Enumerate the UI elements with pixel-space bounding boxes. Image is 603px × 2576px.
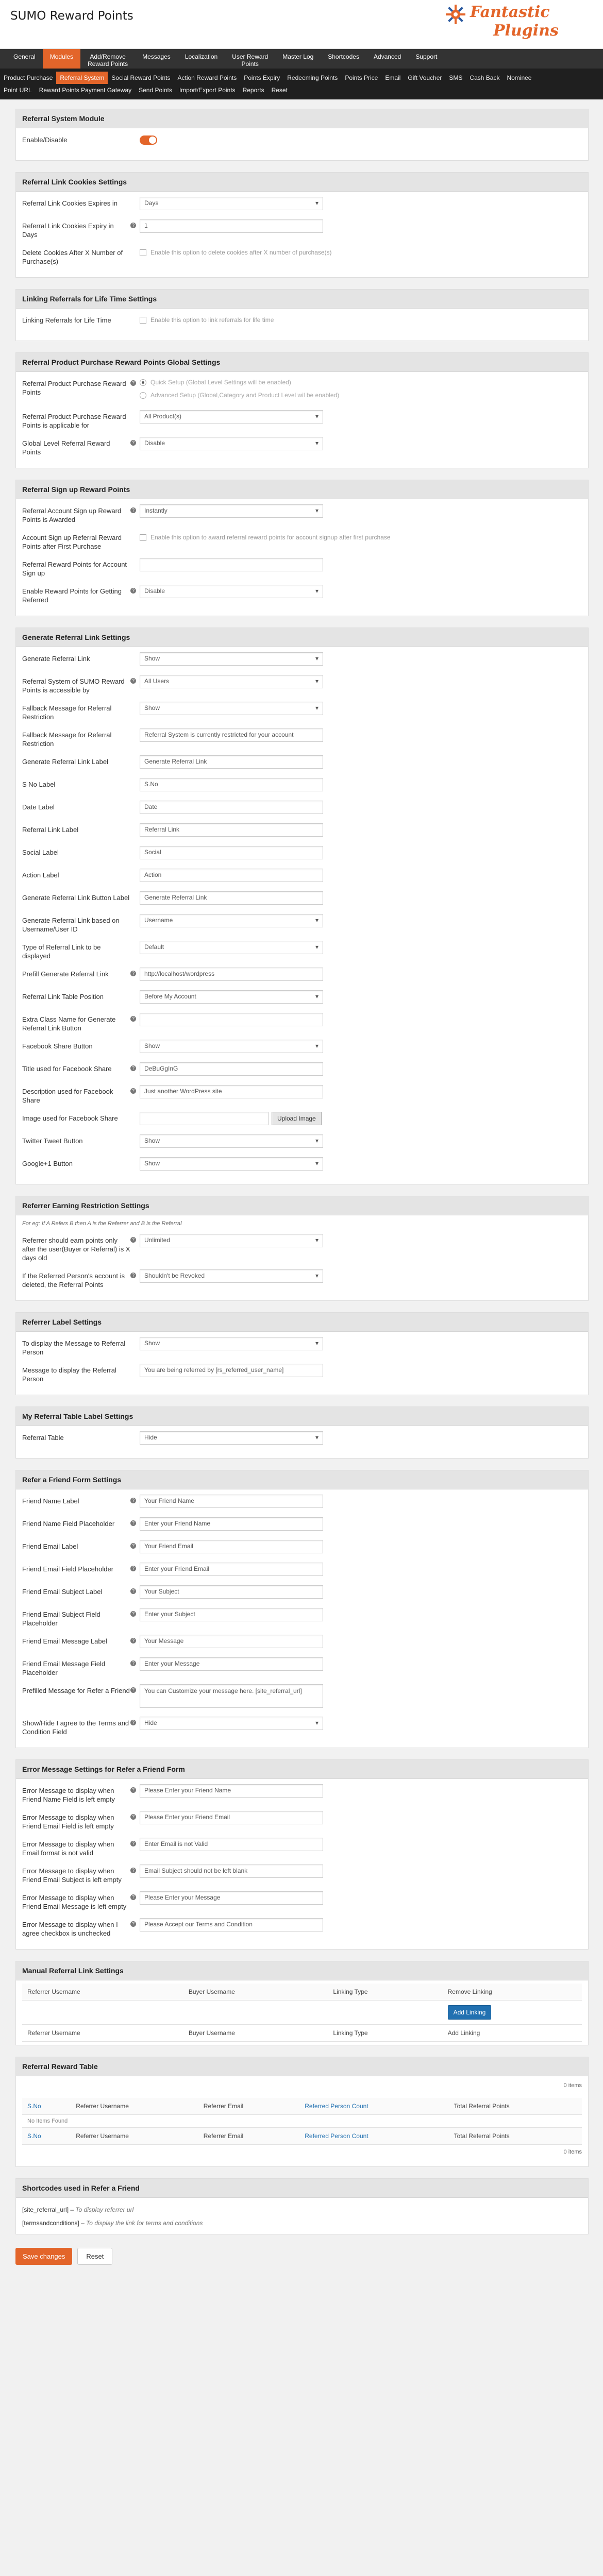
gen-13-label: Prefill Generate Referral Link — [22, 970, 109, 978]
error-0-label: Error Message to display when Friend Name Field is left empty — [22, 1787, 115, 1803]
column-header: Remove Linking — [443, 1984, 582, 2001]
restriction-days-select[interactable]: Unlimited ▾ — [140, 1234, 323, 1247]
error-4-input[interactable]: Please Enter your Message — [140, 1891, 323, 1905]
help-icon: ? — [130, 1921, 136, 1927]
applicable-label: Referral Product Purchase Reward Points is applicable for — [22, 413, 126, 429]
friend-0-input[interactable]: Your Friend Name — [140, 1495, 323, 1508]
friend-2-label: Friend Email Label — [22, 1543, 78, 1550]
section-title: Referral System Module — [16, 109, 588, 128]
global-level-label: Global Level Referral Reward Points — [22, 439, 110, 456]
help-icon: ? — [130, 1016, 136, 1022]
gen-8-label: Social Label — [22, 849, 59, 856]
gen-17-input[interactable]: DeBuGgInG — [140, 1062, 323, 1076]
tab-user-reward-points[interactable]: User Reward Points — [232, 53, 269, 67]
gen-19-label: Image used for Facebook Share — [22, 1114, 118, 1122]
logo-text-fantastic: Fantastic — [470, 3, 550, 21]
friend-4-input[interactable]: Your Subject — [140, 1585, 323, 1599]
subtab-referral-system[interactable]: Referral System — [56, 72, 108, 84]
error-1-label: Error Message to display when Friend Email Field is left empty — [22, 1814, 114, 1830]
add-linking-button[interactable]: Add Linking — [448, 2005, 492, 2020]
gen-10-input[interactable]: Generate Referral Link — [140, 891, 323, 905]
tab-advanced[interactable]: Advanced — [373, 53, 401, 60]
column-header: Total Referral Points — [449, 2098, 582, 2115]
sort-sno[interactable]: S.No — [22, 2098, 71, 2115]
help-icon: ? — [130, 1638, 136, 1643]
subtab-reset[interactable]: Reset — [271, 87, 288, 94]
section-reward-table — [15, 2057, 589, 2167]
shortcode-code: [site_referral_url] — [22, 2206, 69, 2213]
help-icon: ? — [130, 380, 136, 386]
delete-cookies-checkbox[interactable] — [140, 246, 582, 256]
friend-3-label: Friend Email Field Placeholder — [22, 1565, 114, 1573]
section-generate-link — [15, 628, 589, 1184]
help-icon: ? — [130, 1065, 136, 1071]
upload-image-button[interactable]: Upload Image — [272, 1112, 322, 1125]
tab-master-log[interactable]: Master Log — [282, 53, 314, 60]
column-footer: Buyer Username — [183, 2025, 328, 2042]
delete-cookies-label: Delete Cookies After X Number of Purchase(s) — [22, 249, 123, 265]
shortcode-row: [termsandconditions] – To display the link for terms and conditions — [22, 2219, 203, 2227]
applicable-select[interactable]: All Product(s) ▾ — [140, 410, 323, 423]
column-footer: Linking Type — [328, 2025, 442, 2042]
help-icon: ? — [130, 588, 136, 594]
subtab-points-price[interactable]: Points Price — [345, 74, 378, 81]
referral-table-select[interactable]: Hide ▾ — [140, 1431, 323, 1445]
help-icon: ? — [130, 1660, 136, 1666]
restriction-days-label: Referrer should earn points only after the user(Buyer or Referral) is X days old — [22, 1236, 130, 1262]
gen-5-input[interactable]: S.No — [140, 778, 323, 791]
section-title: Error Message Settings for Refer a Friend Form — [16, 1760, 588, 1779]
advanced-setup-radio[interactable] — [140, 390, 582, 399]
gen-9-input[interactable]: Action — [140, 869, 323, 882]
help-icon: ? — [130, 1868, 136, 1873]
gen-16-select[interactable]: Show ▾ — [140, 1040, 323, 1053]
lifetime-label: Linking Referrals for Life Time — [22, 316, 111, 324]
tab-general[interactable]: General — [13, 53, 36, 60]
column-footer: Referrer Username — [71, 2128, 198, 2145]
subtab-product-purchase[interactable]: Product Purchase — [4, 74, 53, 81]
gen-20-select[interactable]: Show ▾ — [140, 1134, 323, 1148]
radio-icon — [140, 392, 146, 399]
gen-12-select[interactable]: Default ▾ — [140, 941, 323, 954]
cookies-expires-select[interactable]: Days ▾ — [140, 197, 323, 210]
section-title: Referral Product Purchase Reward Points Global Settings — [16, 353, 588, 372]
error-3-label: Error Message to display when Friend Email Subject is left empty — [22, 1867, 122, 1884]
page-header — [0, 0, 603, 49]
gen-14-select[interactable]: Before My Account ▾ — [140, 990, 323, 1004]
section-manual-linking — [15, 1961, 589, 2045]
section-referral-module — [15, 109, 589, 161]
help-icon: ? — [130, 1814, 136, 1820]
help-icon: ? — [130, 1720, 136, 1725]
manual-linking-table — [22, 1984, 582, 2042]
checkbox-text: Enable this option to link referrals for life time — [150, 316, 274, 324]
gen-20-label: Twitter Tweet Button — [22, 1137, 83, 1145]
section-my-referral-table — [15, 1406, 589, 1459]
friend-4-label: Friend Email Subject Label — [22, 1588, 103, 1596]
subtab-social-reward-points[interactable]: Social Reward Points — [111, 74, 171, 81]
section-title: My Referral Table Label Settings — [16, 1407, 588, 1426]
error-2-label: Error Message to display when Email format is not valid — [22, 1840, 114, 1857]
referral-table-label: Referral Table — [22, 1434, 64, 1442]
section-purchase-global — [15, 352, 589, 468]
signup-after-checkbox[interactable] — [140, 531, 582, 541]
friend-5-label: Friend Email Subject Field Placeholder — [22, 1611, 100, 1627]
signup-awarded-select[interactable]: Instantly ▾ — [140, 504, 323, 518]
gear-icon — [444, 3, 467, 26]
radio-icon — [140, 379, 146, 386]
subtab-point-url[interactable]: Point URL — [4, 87, 32, 94]
display-message-label: To display the Message to Referral Person — [22, 1340, 126, 1356]
column-header: Referrer Email — [198, 2098, 299, 2115]
gen-6-input[interactable]: Date — [140, 801, 323, 814]
friend-9-select[interactable]: Hide ▾ — [140, 1717, 323, 1730]
quick-setup-radio[interactable] — [140, 377, 582, 386]
error-5-label: Error Message to display when I agree checkbox is unchecked — [22, 1921, 118, 1937]
gen-3-input[interactable]: Referral System is currently restricted for your account — [140, 728, 323, 742]
subtab-sms[interactable]: SMS — [449, 74, 463, 81]
friend-8-label: Prefilled Message for Refer a Friend — [22, 1687, 130, 1694]
help-icon: ? — [130, 1611, 136, 1617]
global-level-select[interactable]: Disable ▾ — [140, 437, 323, 450]
tab-localization[interactable]: Localization — [185, 53, 218, 60]
purchase-reward-label: Referral Product Purchase Reward Points — [22, 380, 126, 396]
gen-12-label: Type of Referral Link to be displayed — [22, 943, 101, 960]
gen-7-input[interactable]: Referral Link — [140, 823, 323, 837]
signup-points-input[interactable] — [140, 558, 323, 571]
section-title: Refer a Friend Form Settings — [16, 1470, 588, 1489]
gen-15-label: Extra Class Name for Generate Referral Link Button — [22, 1015, 116, 1032]
friend-9-label: Show/Hide I agree to the Terms and Condition Field — [22, 1719, 129, 1736]
gen-9-label: Action Label — [22, 871, 59, 879]
help-icon: ? — [130, 1273, 136, 1278]
section-shortcodes — [15, 2178, 589, 2234]
error-1-input[interactable]: Please Enter your Friend Email — [140, 1811, 323, 1824]
gen-17-label: Title used for Facebook Share — [22, 1065, 112, 1073]
sort-referred-count[interactable]: Referred Person Count — [299, 2128, 448, 2145]
section-signup — [15, 480, 589, 616]
main-tabs — [0, 49, 603, 69]
gen-16-label: Facebook Share Button — [22, 1042, 93, 1050]
gen-19-input[interactable] — [140, 1112, 269, 1125]
gen-4-input[interactable]: Generate Referral Link — [140, 755, 323, 769]
column-header: Linking Type — [328, 1984, 442, 2001]
help-icon: ? — [130, 1787, 136, 1793]
column-header: Referrer Username — [22, 1984, 183, 2001]
help-icon: ? — [130, 1498, 136, 1503]
friend-6-input[interactable]: Your Message — [140, 1635, 323, 1648]
gen-15-input[interactable] — [140, 1013, 323, 1026]
help-icon: ? — [130, 678, 136, 684]
message-label: Message to display the Referral Person — [22, 1366, 116, 1383]
gen-0-label: Generate Referral Link — [22, 655, 90, 663]
friend-0-label: Friend Name Label — [22, 1497, 79, 1505]
section-title: Referral Link Cookies Settings — [16, 173, 588, 192]
section-title: Generate Referral Link Settings — [16, 628, 588, 647]
shortcode-desc: To display the link for terms and conditions — [86, 2219, 203, 2227]
column-footer: Referrer Username — [22, 2025, 183, 2042]
help-icon: ? — [130, 971, 136, 976]
gen-18-input[interactable]: Just another WordPress site — [140, 1085, 323, 1098]
brand-logo — [444, 3, 559, 44]
section-earning-restriction — [15, 1196, 589, 1301]
help-icon: ? — [130, 1543, 136, 1549]
tab-add-remove-reward-points[interactable]: Add/Remove Reward Points — [88, 53, 128, 67]
gen-7-label: Referral Link Label — [22, 826, 79, 834]
section-lifetime — [15, 289, 589, 341]
gen-21-label: Google+1 Button — [22, 1160, 73, 1167]
tab-support[interactable]: Support — [415, 53, 438, 60]
help-icon: ? — [130, 1687, 136, 1693]
error-4-label: Error Message to display when Friend Email Message is left empty — [22, 1894, 127, 1910]
page-title: SUMO Reward Points — [10, 9, 133, 23]
section-title: Linking Referrals for Life Time Settings — [16, 290, 588, 309]
gen-6-label: Date Label — [22, 803, 55, 811]
subtab-redeeming-points[interactable]: Redeeming Points — [287, 74, 338, 81]
help-icon: ? — [130, 1237, 136, 1243]
shortcode-row: [site_referral_url] – To display referrer url — [22, 2206, 134, 2213]
friend-5-input[interactable]: Enter your Subject — [140, 1608, 323, 1621]
signup-awarded-label: Referral Account Sign up Reward Points is Awarded — [22, 507, 122, 523]
gen-1-select[interactable]: All Users ▾ — [140, 675, 323, 688]
column-footer: Referrer Email — [198, 2128, 299, 2145]
error-5-input[interactable]: Please Accept our Terms and Condition — [140, 1918, 323, 1931]
gen-1-label: Referral System of SUMO Reward Points is accessible by — [22, 677, 125, 694]
gen-3-label: Fallback Message for Referral Restriction — [22, 731, 112, 748]
lifetime-checkbox[interactable] — [140, 314, 582, 324]
tab-messages[interactable]: Messages — [142, 53, 171, 60]
signup-after-label: Account Sign up Referral Reward Points after First Purchase — [22, 534, 122, 550]
section-title: Referral Sign up Reward Points — [16, 480, 588, 499]
column-footer: Add Linking — [443, 2025, 582, 2042]
signup-points-label: Referral Reward Points for Account Sign up — [22, 561, 127, 577]
subtab-points-expiry[interactable]: Points Expiry — [244, 74, 280, 81]
error-0-input[interactable]: Please Enter your Friend Name — [140, 1784, 323, 1798]
checkbox-icon — [140, 249, 146, 256]
gen-21-select[interactable]: Show ▾ — [140, 1157, 323, 1171]
subtab-action-reward-points[interactable]: Action Reward Points — [177, 74, 237, 81]
reset-button[interactable]: Reset — [77, 2248, 112, 2265]
friend-1-label: Friend Name Field Placeholder — [22, 1520, 115, 1528]
section-error-messages — [15, 1759, 589, 1950]
section-cookies — [15, 172, 589, 278]
shortcode-desc: To display referrer url — [75, 2206, 134, 2213]
cookies-days-label: Referral Link Cookies Expiry in Days — [22, 222, 114, 239]
gen-18-label: Description used for Facebook Share — [22, 1088, 113, 1104]
subtab-reward-points-payment-gateway[interactable]: Reward Points Payment Gateway — [39, 87, 132, 94]
subtab-import-export-points[interactable]: Import/Export Points — [179, 87, 236, 94]
restriction-deleted-label: If the Referred Person's account is deleted, the Referral Points — [22, 1272, 125, 1289]
display-message-select[interactable]: Show ▾ — [140, 1337, 323, 1350]
gen-5-label: S No Label — [22, 781, 56, 788]
restriction-deleted-select[interactable]: Shouldn't be Revoked ▾ — [140, 1269, 323, 1283]
checkbox-text: Enable this option to award referral reward points for account signup after first purchase — [150, 534, 391, 541]
section-title: Referral Reward Table — [16, 2057, 588, 2076]
module-tabs — [0, 69, 603, 99]
getting-referred-label: Enable Reward Points for Getting Referred — [22, 587, 122, 604]
friend-7-label: Friend Email Message Field Placeholder — [22, 1660, 106, 1676]
items-count: 0 items — [563, 2082, 582, 2089]
gen-11-select[interactable]: Username ▾ — [140, 914, 323, 927]
help-icon: ? — [130, 1566, 136, 1571]
friend-7-input[interactable]: Enter your Message — [140, 1657, 323, 1671]
empty-message: No Items Found — [22, 2115, 582, 2128]
gen-4-label: Generate Referral Link Label — [22, 758, 108, 766]
tab-modules[interactable]: Modules — [43, 49, 80, 69]
section-referrer-label — [15, 1312, 589, 1395]
subtab-cash-back[interactable]: Cash Back — [470, 74, 500, 81]
items-count: 0 items — [563, 2149, 582, 2155]
cookies-expires-label: Referral Link Cookies Expires in — [22, 199, 118, 207]
gen-10-label: Generate Referral Link Button Label — [22, 894, 130, 902]
getting-referred-select[interactable]: Disable ▾ — [140, 585, 323, 598]
sort-sno[interactable]: S.No — [22, 2128, 71, 2145]
subtab-nominee[interactable]: Nominee — [507, 74, 532, 81]
help-icon: ? — [130, 1894, 136, 1900]
gen-0-select[interactable]: Show ▾ — [140, 652, 323, 666]
error-2-input[interactable]: Enter Email is not Valid — [140, 1838, 323, 1851]
column-header: Referrer Username — [71, 2098, 198, 2115]
enable-disable-label: Enable/Disable — [22, 136, 68, 144]
subtab-reports[interactable]: Reports — [242, 87, 264, 94]
gen-2-label: Fallback Message for Referral Restriction — [22, 704, 112, 721]
subtab-email[interactable]: Email — [385, 74, 401, 81]
reward-table — [22, 2098, 582, 2115]
gen-2-select[interactable]: Show ▾ — [140, 702, 323, 715]
checkbox-icon — [140, 534, 146, 541]
subtab-gift-voucher[interactable]: Gift Voucher — [408, 74, 442, 81]
friend-8-textarea[interactable] — [140, 1684, 323, 1708]
enable-toggle[interactable] — [140, 135, 157, 145]
help-icon: ? — [130, 1088, 136, 1094]
checkbox-text: Enable this option to delete cookies after X number of purchase(s) — [150, 249, 332, 256]
help-icon: ? — [130, 1841, 136, 1846]
radio-text: Quick Setup (Global Level Settings will be enabled) — [150, 379, 291, 386]
friend-1-input[interactable]: Enter your Friend Name — [140, 1517, 323, 1531]
shortcode-code: [termsandconditions] — [22, 2219, 79, 2227]
section-note: For eg: If A Refers B then A is the Referrer and B is the Referral — [22, 1221, 182, 1227]
help-icon: ? — [130, 507, 136, 513]
column-footer: Total Referral Points — [449, 2128, 582, 2145]
sort-referred-count[interactable]: Referred Person Count — [299, 2098, 448, 2115]
tab-shortcodes[interactable]: Shortcodes — [328, 53, 359, 60]
message-input[interactable]: You are being referred by [rs_referred_user_name] — [140, 1364, 323, 1377]
subtab-send-points[interactable]: Send Points — [139, 87, 172, 94]
section-title: Referrer Label Settings — [16, 1313, 588, 1332]
gen-14-label: Referral Link Table Position — [22, 993, 104, 1001]
gen-8-input[interactable]: Social — [140, 846, 323, 859]
section-title: Shortcodes used in Refer a Friend — [16, 2179, 588, 2198]
gen-13-input[interactable]: http://localhost/wordpress — [140, 968, 323, 981]
help-icon: ? — [130, 1588, 136, 1594]
friend-2-input[interactable]: Your Friend Email — [140, 1540, 323, 1553]
logo-text-plugins: Plugins — [493, 22, 559, 40]
section-title: Referrer Earning Restriction Settings — [16, 1196, 588, 1215]
column-header: Buyer Username — [183, 1984, 328, 2001]
friend-3-input[interactable]: Enter your Friend Email — [140, 1563, 323, 1576]
checkbox-icon — [140, 317, 146, 324]
section-title: Manual Referral Link Settings — [16, 1961, 588, 1980]
gen-11-label: Generate Referral Link based on Username/User ID — [22, 917, 120, 933]
reward-table-footer — [22, 2128, 582, 2145]
help-icon: ? — [130, 440, 136, 446]
help-icon: ? — [130, 223, 136, 228]
cookies-days-input[interactable]: 1 — [140, 219, 323, 233]
error-3-input[interactable]: Email Subject should not be left blank — [140, 1865, 323, 1878]
section-refer-friend-form — [15, 1470, 589, 1748]
help-icon: ? — [130, 1520, 136, 1526]
friend-6-label: Friend Email Message Label — [22, 1637, 107, 1645]
save-button[interactable]: Save changes — [15, 2248, 72, 2265]
radio-text: Advanced Setup (Global,Category and Product Level wil be enabled) — [150, 392, 340, 399]
